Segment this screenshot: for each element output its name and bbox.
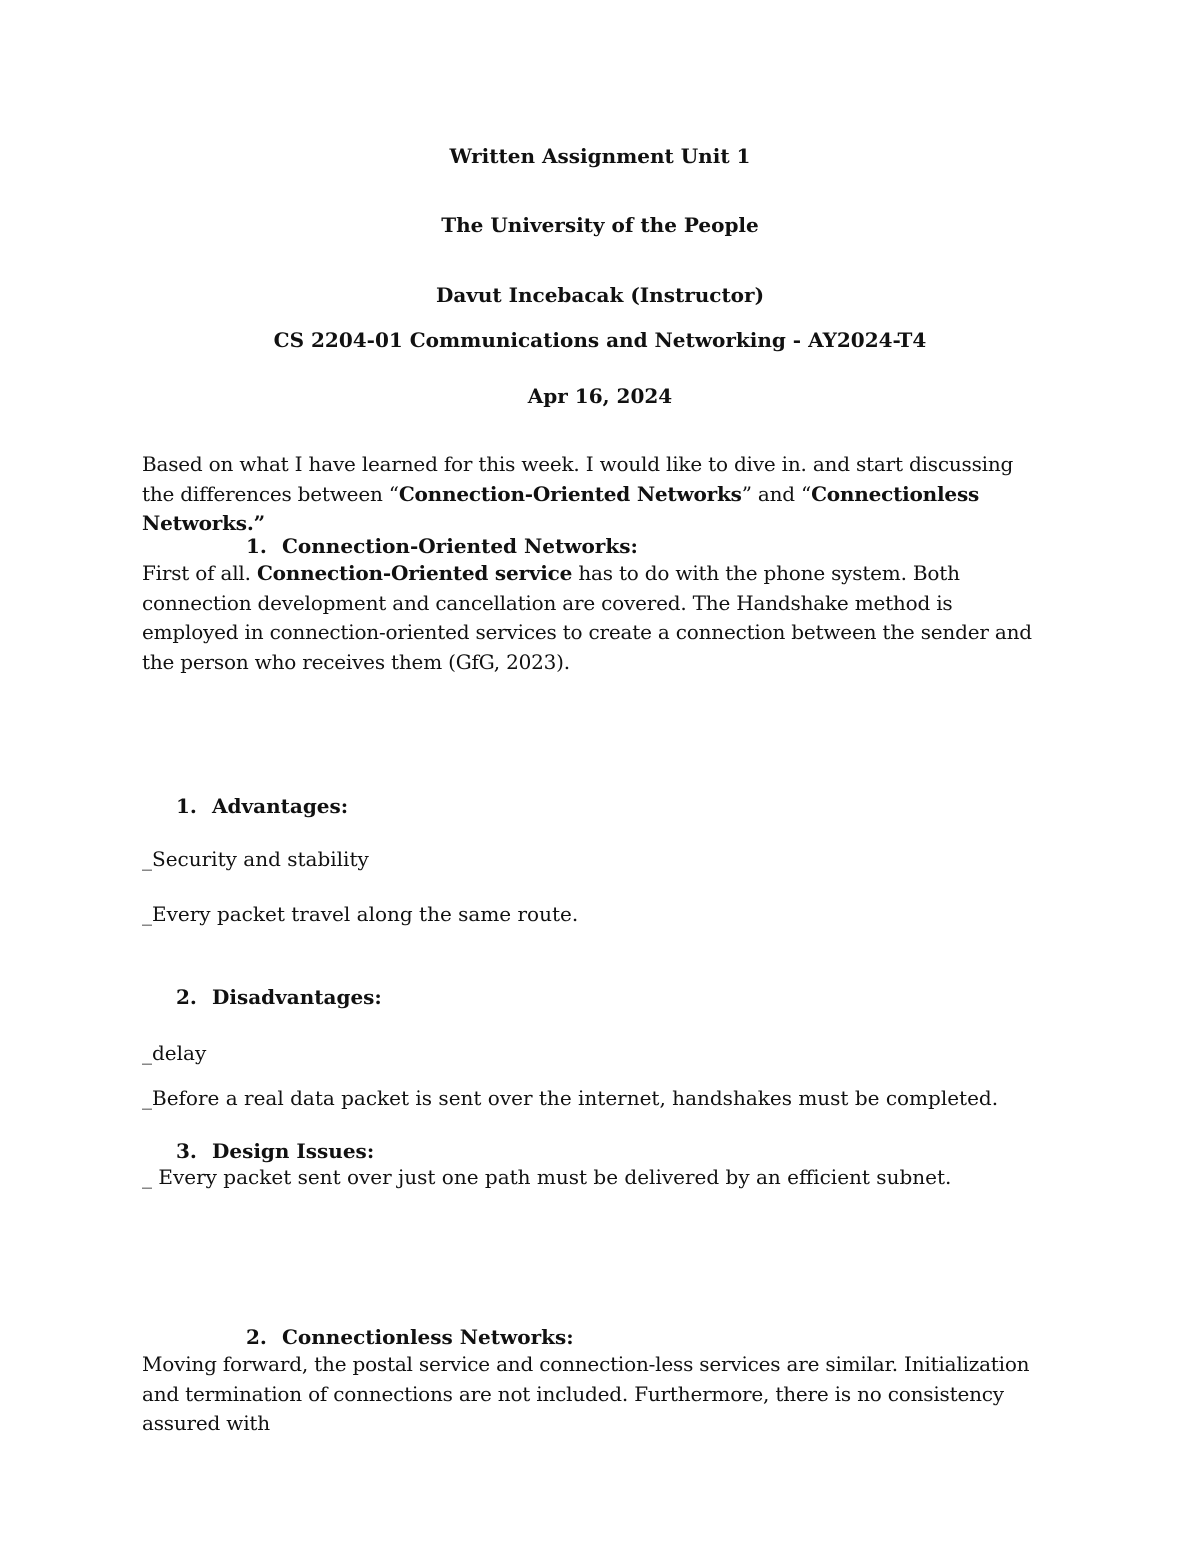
advantages-number: 1. <box>176 794 197 818</box>
section2-heading <box>246 1325 574 1349</box>
intro-text: Based on what I have learned for this week. I would like to dive in. and start discussing the differences between “ <box>142 452 1014 506</box>
intro-text-connector: ” and “ <box>741 481 812 506</box>
section2-number: 2. <box>246 1325 267 1349</box>
disadvantages-heading-label: Disadvantages: <box>212 985 382 1009</box>
instructor-name: Davut Incebacak (Instructor) <box>435 283 765 307</box>
disadvantage-item: _Before a real data packet is sent over the internet, handshakes must be completed. <box>142 1086 999 1110</box>
intro-term-connection-oriented: Connection-Oriented Networks <box>398 481 742 506</box>
university-name: The University of the People <box>441 213 759 237</box>
disadvantages-heading <box>176 985 382 1009</box>
design-issues-heading <box>176 1139 374 1163</box>
advantage-item: _Every packet travel along the same route. <box>142 902 579 926</box>
section1-heading-label: Connection-Oriented Networks: <box>282 534 638 558</box>
advantage-item: _Security and stability <box>142 847 369 871</box>
document-title: Written Assignment Unit 1 <box>449 144 751 168</box>
section1-bold-term: Connection-Oriented service <box>256 561 573 585</box>
section1-text-before: First of all. <box>142 561 257 585</box>
course-name: CS 2204-01 Communications and Networking - AY2024-T4 <box>273 328 927 352</box>
intro-paragraph <box>142 450 1042 539</box>
disadvantages-number: 2. <box>176 985 197 1009</box>
section1-number: 1. <box>246 534 267 558</box>
advantages-heading-label: Advantages: <box>212 794 349 818</box>
section1-text-after: has to do with the phone system. Both connection development and cancellation are covered. The Handshake method is employed in connection-oriented services to create a connection between the sender and the person who receives them (GfG, 2023). <box>142 561 1032 674</box>
section1-heading <box>246 534 638 558</box>
advantages-heading <box>176 794 348 818</box>
design-issue-item: _ Every packet sent over just one path must be delivered by an efficient subnet. <box>142 1165 952 1189</box>
section2-heading-label: Connectionless Networks: <box>282 1325 574 1349</box>
document-date: Apr 16, 2024 <box>527 384 673 408</box>
design-issues-heading-label: Design Issues: <box>212 1139 375 1163</box>
design-issues-number: 3. <box>176 1139 197 1163</box>
section1-paragraph <box>142 559 1042 677</box>
disadvantage-item: _delay <box>142 1041 207 1065</box>
section2-paragraph: Moving forward, the postal service and connection-less services are similar. Initialization and termination of connections are not included. Furthermore, there is no consistency assured with <box>142 1352 1030 1435</box>
intro-term-connectionless: Connectionless Networks.” <box>142 481 980 535</box>
